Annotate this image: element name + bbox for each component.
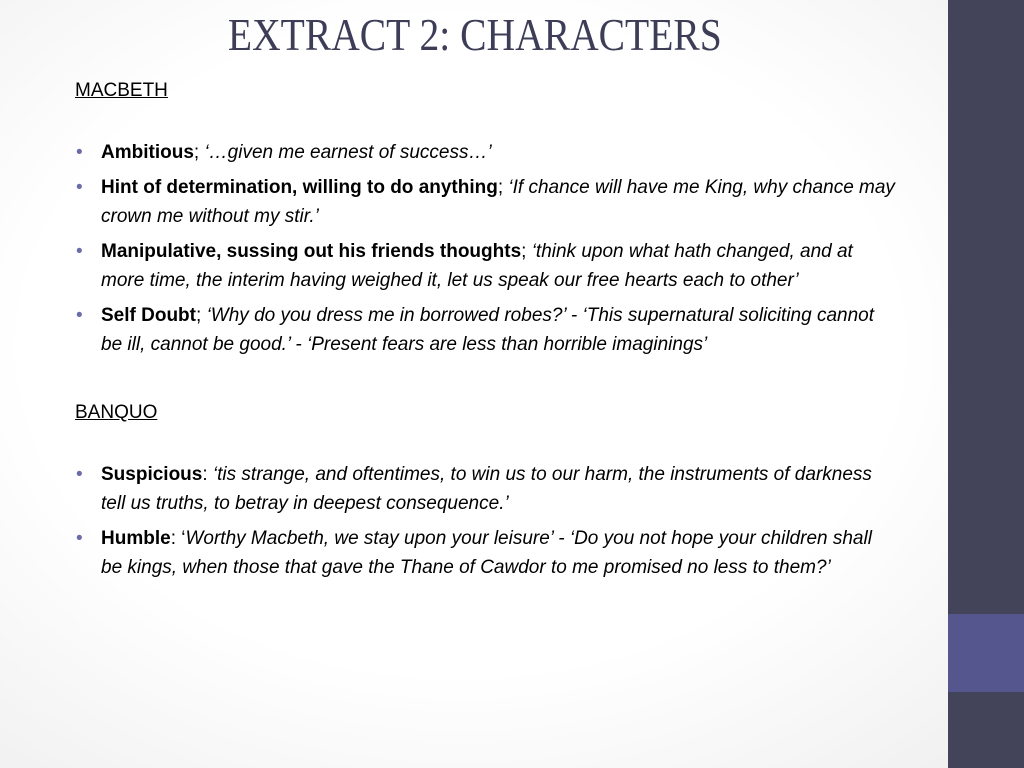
bullet-separator: ; [521,241,532,262]
list-item [75,237,895,295]
bullet-separator: ; [497,177,509,198]
bullet-dot-icon: • [76,305,83,326]
bullet-separator: : [202,464,213,485]
bullet-separator: : ‘ [170,528,186,549]
banquo-bullet-list [75,460,895,582]
section-heading-banquo: BANQUO [75,402,158,423]
bullet-quote: ‘think upon what hath changed, and at more time, the interim having weighed it, let us speak our free hearts each to other’ [101,241,853,291]
section-heading-macbeth: MACBETH [75,80,168,101]
bullet-term: Manipulative, sussing out his friends thoughts [101,241,522,262]
bullet-dot-icon: • [76,528,83,549]
bullet-separator: ; [193,142,205,163]
bullet-quote: ‘tis strange, and oftentimes, to win us to our harm, the instruments of darkness tell us truths, to betray in deepest consequence.’ [101,464,872,514]
bullet-dot-icon: • [76,464,83,485]
list-item [75,301,895,359]
bullet-dot-icon: • [76,142,83,163]
list-item [75,138,895,167]
list-item [75,524,895,582]
bullet-quote: Worthy Macbeth, we stay upon your leisure’ - ‘Do you not hope your children shall be kings, when those that gave the Thane of Cawdor to me promised no less to them?’ [101,528,872,578]
bullet-term: Suspicious [101,464,203,485]
bullet-dot-icon: • [76,241,83,262]
bullet-quote: ‘Why do you dress me in borrowed robes?’ - ‘This supernatural soliciting cannot be ill, cannot be good.’ - ‘Present fears are less than horrible imaginings’ [101,305,874,355]
bullet-dot-icon: • [76,177,83,198]
bullet-term: Ambitious [101,142,194,163]
sidebar-accent-block [948,614,1024,692]
slide-content [75,76,895,588]
slide-title: EXTRACT 2: CHARACTERS [227,9,722,60]
macbeth-bullet-list [75,138,895,359]
bullet-quote: ‘If chance will have me King, why chance may crown me without my stir.’ [101,177,895,227]
list-item [75,460,895,518]
bullet-quote: ‘…given me earnest of success…’ [204,142,492,163]
bullet-term: Self Doubt [101,305,196,326]
bullet-separator: ; [196,305,207,326]
list-item [75,173,895,231]
bullet-term: Humble [101,528,171,549]
bullet-term: Hint of determination, willing to do anything [101,177,498,198]
